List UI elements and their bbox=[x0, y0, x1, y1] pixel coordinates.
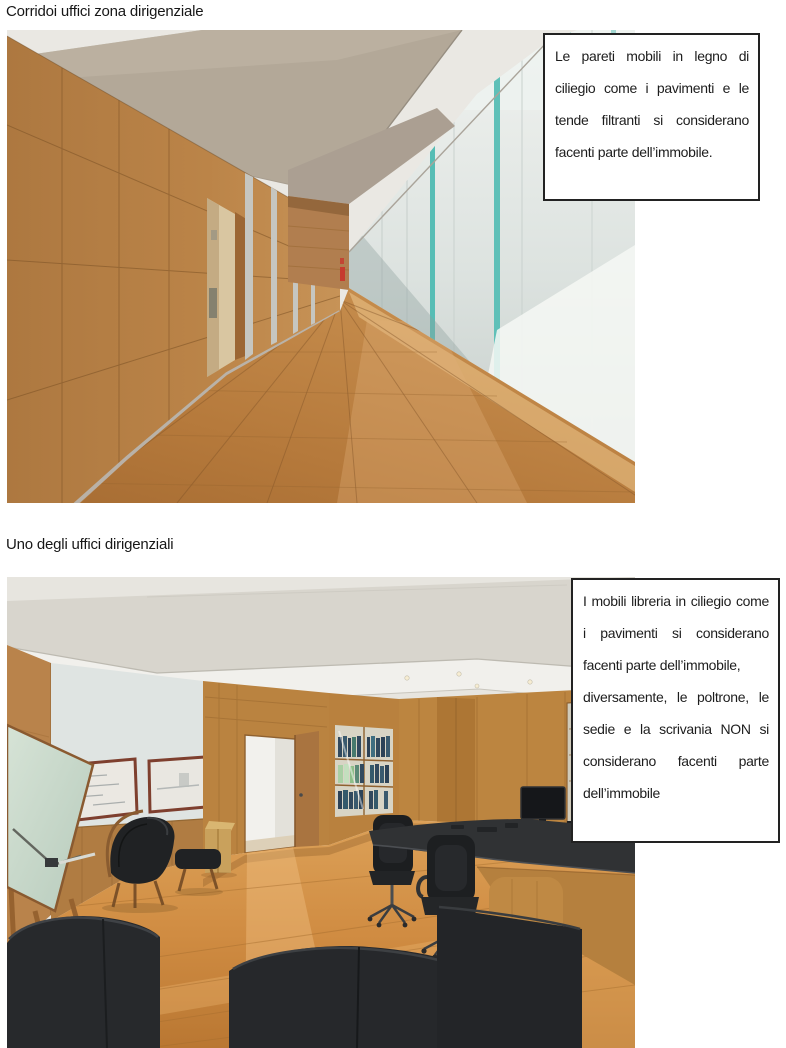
corridor-doorway bbox=[207, 198, 248, 377]
office-photo bbox=[7, 577, 635, 1048]
caption-corridor: Corridoi uffici zona dirigenziale bbox=[6, 3, 204, 20]
open-door bbox=[245, 731, 319, 853]
corridor-photo bbox=[7, 30, 635, 503]
note-text: I mobili libreria in ciliegio come i pavimenti si considerano facenti parte dell’immobile, bbox=[583, 593, 769, 673]
note-text: diversamente, le poltrone, le sedie e la scrivania NON si considerano facenti parte dell’immobile bbox=[583, 689, 769, 801]
framed-picture bbox=[149, 757, 206, 812]
note-text: Le pareti mobili in legno di ciliegio come i pavimenti e le tende filtranti si considerano facenti parte dell’immobile. bbox=[555, 48, 749, 160]
door-handle-icon bbox=[299, 793, 303, 797]
caption-office: Uno degli uffici dirigenziali bbox=[6, 536, 174, 553]
sofa bbox=[7, 916, 160, 1048]
note-box-corridor bbox=[543, 33, 760, 201]
note-box-office bbox=[571, 578, 780, 843]
